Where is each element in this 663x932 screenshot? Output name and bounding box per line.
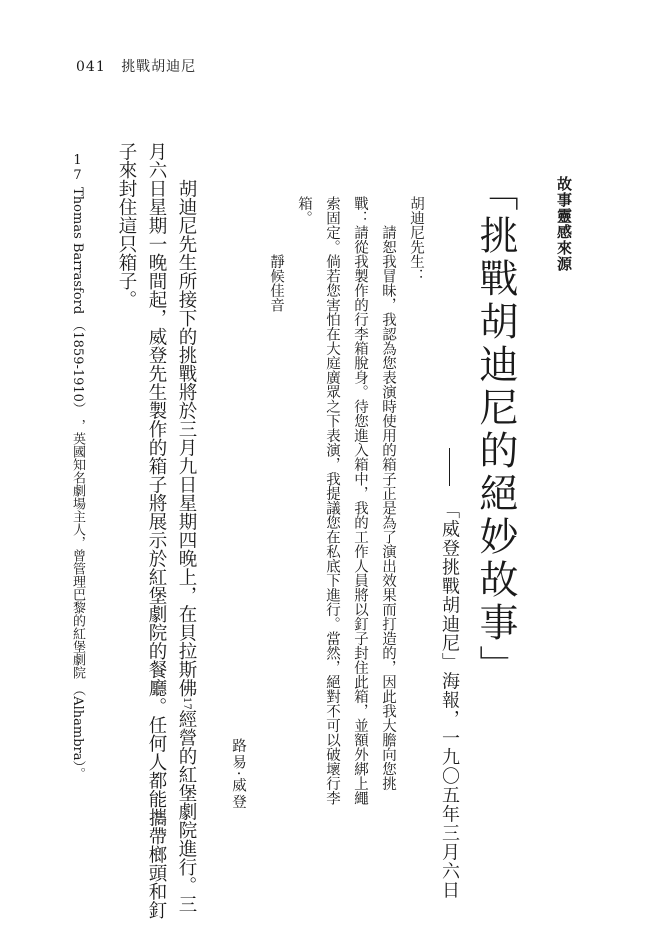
- em-dash-rule: [449, 448, 450, 486]
- letter-line: 戰：請從我製作的行李箱脫身。待您進入箱中，我的工作人員將以釘子封住此箱，並額外綁上繩: [352, 196, 368, 805]
- footnote-name: Thomas Barrasford: [70, 187, 85, 315]
- page-title: 「挑戰胡迪尼的絕妙故事」: [473, 172, 518, 688]
- section-label: 故事靈感來源: [555, 176, 573, 272]
- letter-block: [262, 196, 430, 806]
- letter-greeting: 胡迪尼先生：: [408, 196, 424, 283]
- running-title: 挑戰胡迪尼: [121, 59, 197, 75]
- body-line-text: 經營的紅堡劇院進行。三: [176, 709, 197, 914]
- footnote: [68, 153, 87, 780]
- footnote-ref: 17: [181, 697, 192, 710]
- letter-closing: 靜候佳音: [268, 254, 284, 312]
- subtitle-text: 「威登挑戰胡迪尼」海報，一九〇五年三月六日: [439, 500, 460, 900]
- footnote-venue: （Alhambra）。: [70, 683, 85, 781]
- letter-signature: 路易·威登: [230, 738, 246, 811]
- body-line: [171, 142, 201, 919]
- subtitle: [436, 448, 462, 900]
- body-line: 子來封住這只箱子。: [116, 142, 137, 309]
- footnote-number: 17: [70, 153, 85, 183]
- footnote-years: （1859-1910）: [70, 318, 85, 415]
- body-line: 月六日星期一晚間起，威登先生製作的箱子將展示於紅堡劇院的餐廳。任何人都能攜帶榔頭和釘: [146, 142, 167, 919]
- letter-line: 索固定。倘若您害怕在大庭廣眾之下表演，我提議您在私底下進行。當然，絕對不可以破壞行李: [324, 196, 340, 805]
- body-text: [111, 142, 201, 919]
- body-line-text: 胡迪尼先生所接下的挑戰將於三月九日星期四晚上，在貝拉斯佛: [176, 179, 197, 697]
- running-header: [76, 56, 196, 76]
- footnote-text: ，英國知名劇場主人，曾管理巴黎的紅堡劇院: [70, 419, 85, 680]
- page-number: 041: [76, 59, 106, 75]
- letter-line: 請恕我冒昧，我認為您表演時使用的箱子正是為了演出效果而打造的，因此我大膽向您挑: [380, 225, 396, 791]
- letter-line: 箱。: [296, 196, 312, 225]
